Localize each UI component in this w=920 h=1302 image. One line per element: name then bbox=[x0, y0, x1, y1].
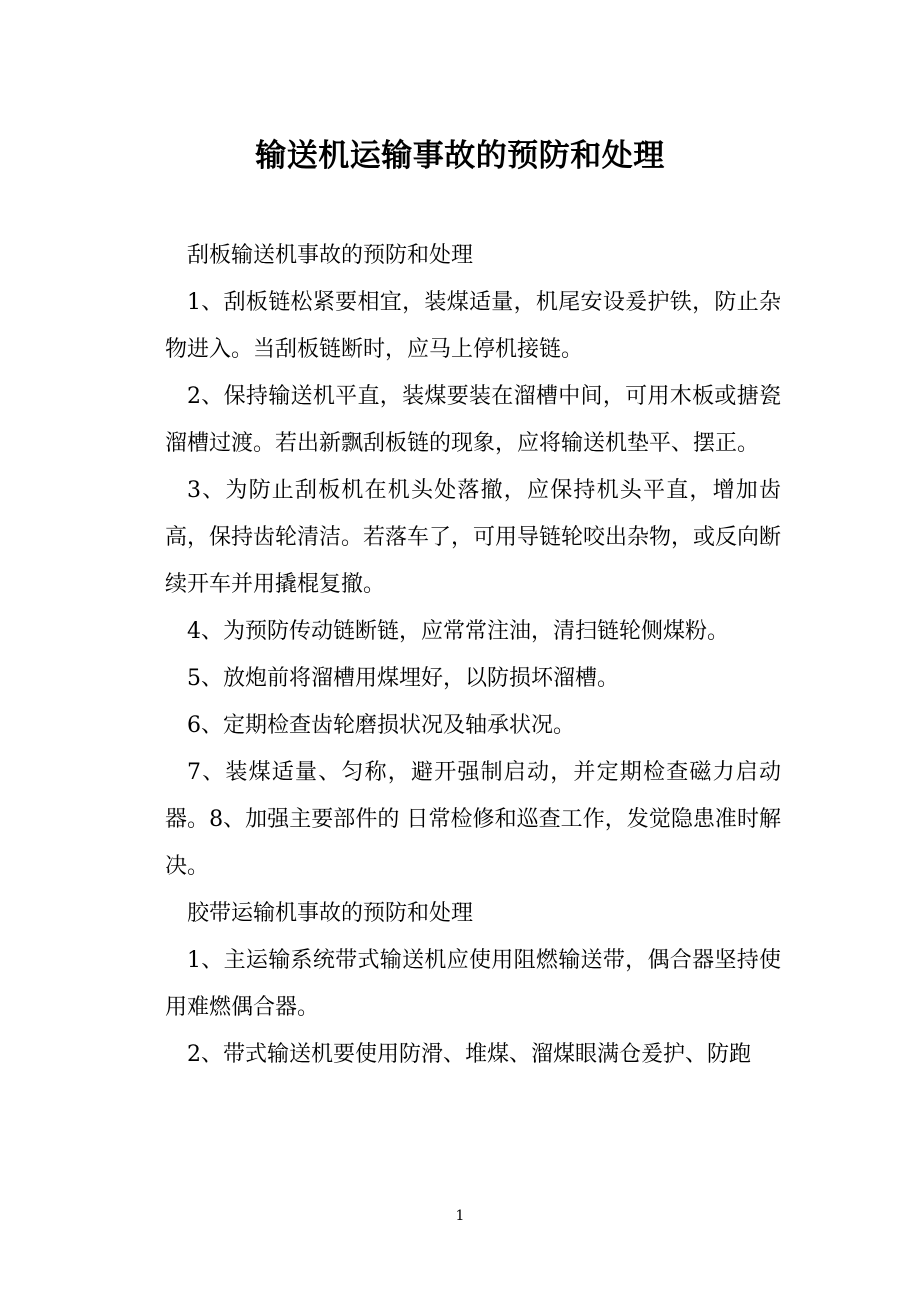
paragraph: 7、装煤适量、匀称，避开强制启动，并定期检查磁力启动器。8、加强主要部件的 日常检修和巡查工作，发觉隐患准时解决。 bbox=[165, 760, 781, 879]
paragraph: 6、定期检查齿轮磨损状况及轴承状况。 bbox=[187, 713, 575, 738]
section-heading-scraper-conveyor: 刮板输送机事故的预防和处理 bbox=[187, 243, 474, 268]
paragraph: 2、带式输送机要使用防滑、堆煤、溜煤眼满仓爰护、防跑 bbox=[187, 1042, 751, 1067]
paragraph: 4、为预防传动链断链，应常常注油，清扫链轮侧煤粉。 bbox=[187, 619, 729, 644]
document-body bbox=[165, 232, 781, 1078]
section-heading-belt-conveyor: 胶带运输机事故的预防和处理 bbox=[187, 901, 474, 926]
paragraph: 2、保持输送机平直，装煤要装在溜槽中间，可用木板或搪瓷溜槽过渡。若出新飘刮板链的现象，应将输送机垫平、摆正。 bbox=[165, 384, 781, 456]
paragraph: 1、主运输系统带式输送机应使用阻燃输送带，偶合器坚持使用难燃偶合器。 bbox=[165, 948, 781, 1020]
paragraph: 3、为防止刮板机在机头处落撤，应保持机头平直，增加齿高，保持齿轮清洁。若落车了，可用导链轮咬出杂物，或反向断续开车并用撬棍复撤。 bbox=[165, 478, 782, 597]
paragraph: 5、放炮前将溜槽用煤埋好，以防损坏溜槽。 bbox=[187, 666, 619, 691]
document-title: 输送机运输事故的预防和处理 bbox=[255, 138, 665, 174]
page-number: 1 bbox=[455, 1208, 465, 1224]
paragraph: 1、刮板链松紧要相宜，装煤适量，机尾安设爰护铁，防止杂物进入。当刮板链断时，应马上停机接链。 bbox=[165, 290, 781, 362]
